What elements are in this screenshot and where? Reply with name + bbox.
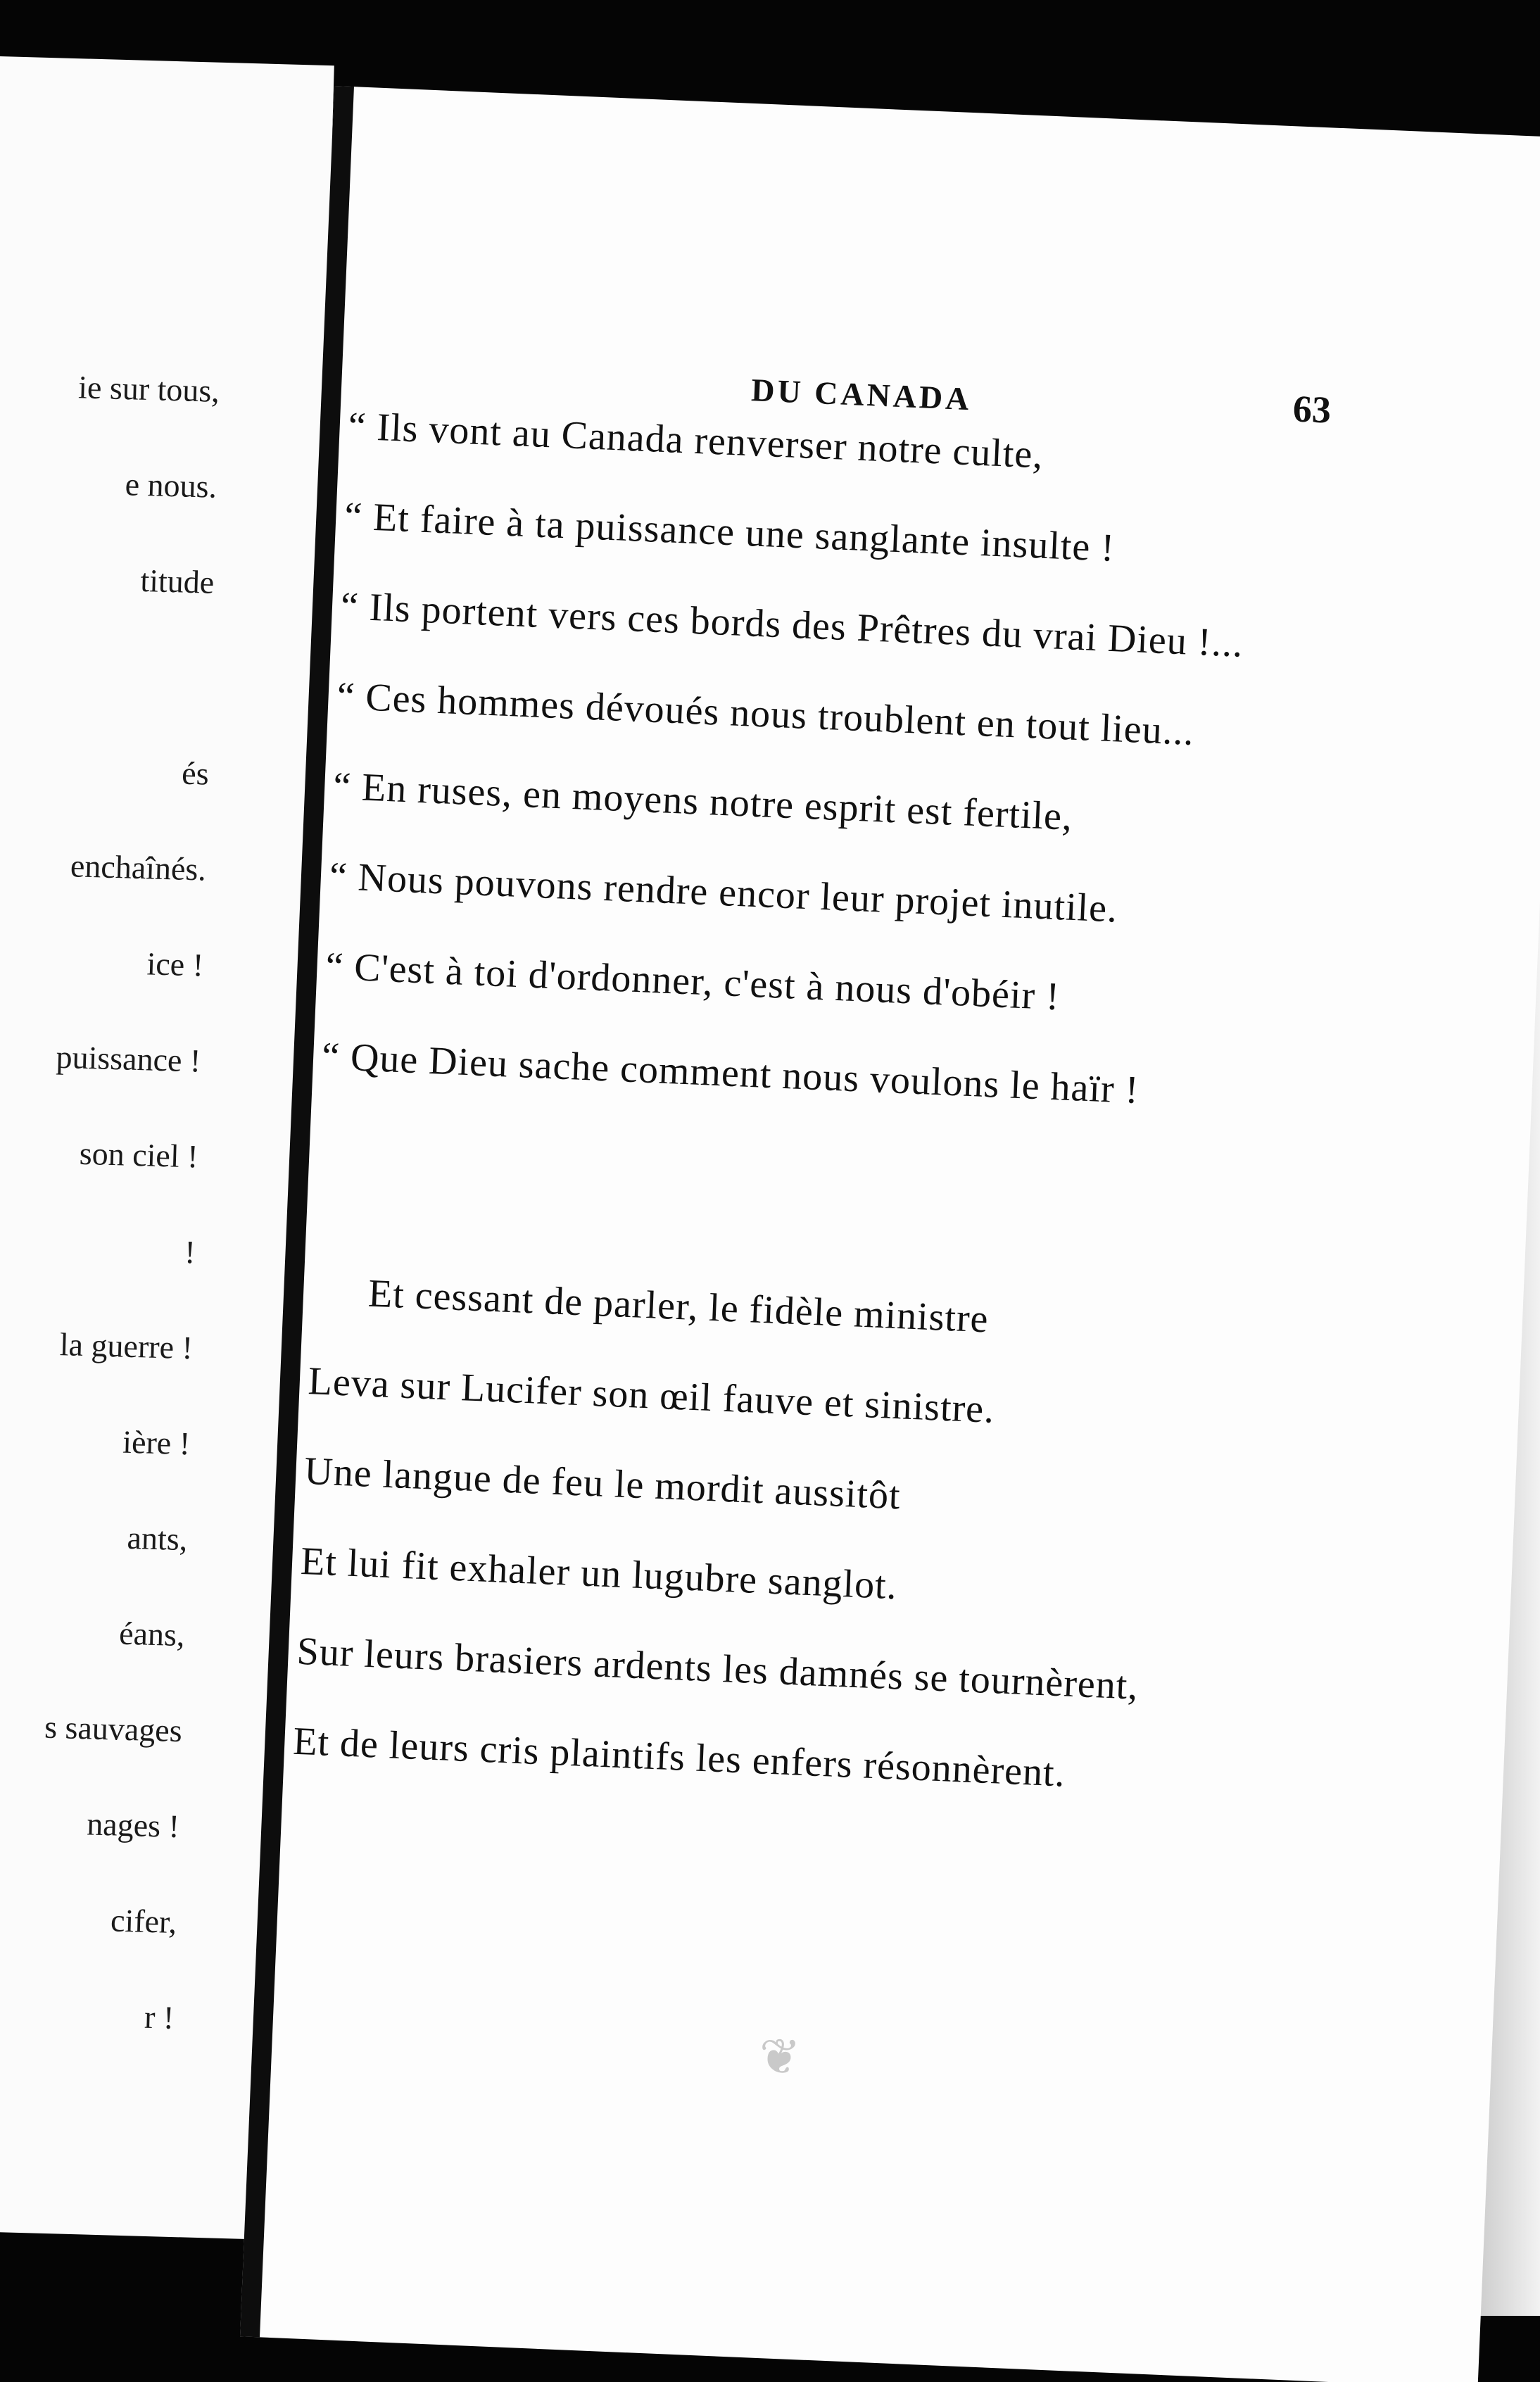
left-page-text [0,366,326,2036]
left-line: ière ! [122,1423,191,1462]
left-line: ants, [126,1519,188,1558]
left-line: son ciel ! [79,1135,199,1175]
verse-line: Leva sur Lucifer son œil fauve et sinistre. [307,1359,996,1432]
verse-line: Et lui fit exhaler un lugubre sanglot. [299,1539,898,1608]
verse-line: “ Nous pouvons rendre encor leur projet inutile. [328,854,1119,931]
verse-line: “ Ces hommes dévoués nous troublent en tout lieu... [336,674,1195,754]
verse-line: Une langue de feu le mordit aussitôt [303,1449,902,1518]
running-head: DU CANADA [750,372,973,417]
verse-line: “ Que Dieu sache comment nous voulons le haïr ! [320,1034,1140,1113]
verse-line: “ Ils vont au Canada renverser notre culte, [347,404,1044,477]
left-line: ! [184,1233,196,1271]
left-line: cifer, [110,1902,177,1941]
left-line: ie sur tous, [77,369,220,409]
left-line: e nous. [125,466,217,505]
left-line: titude [139,562,215,600]
left-line: éans, [118,1615,186,1653]
left-line: enchaînés. [70,847,207,888]
left-line: s sauvages [44,1708,183,1749]
left-line: puissance ! [55,1038,201,1079]
left-line: ice ! [146,945,204,983]
left-line: és [181,755,210,792]
page-number: 63 [1292,387,1332,431]
verse-line: “ Et faire à ta puissance une sanglante insulte ! [343,494,1116,570]
left-line: r ! [144,1998,175,2036]
left-line: nages ! [86,1806,180,1845]
verse-line: “ En ruses, en moyens notre esprit est fertile, [332,764,1074,839]
verse-line: Sur leurs brasiers ardents les damnés se tournèrent, [296,1629,1140,1708]
verse-line: Et de leurs cris plaintifs les enfers résonnèrent. [292,1719,1066,1796]
right-page [240,86,1540,2382]
verse-line: Et cessant de parler, le fidèle ministre [367,1271,990,1342]
left-line: la guerre ! [59,1326,194,1366]
verse-line: “ C'est à toi d'ordonner, c'est à nous d'obéir ! [324,944,1061,1019]
ornament-icon: ❦ [757,2029,802,2086]
verse-line: “ Ils portent vers ces bords des Prêtres du vrai Dieu !... [339,584,1244,666]
